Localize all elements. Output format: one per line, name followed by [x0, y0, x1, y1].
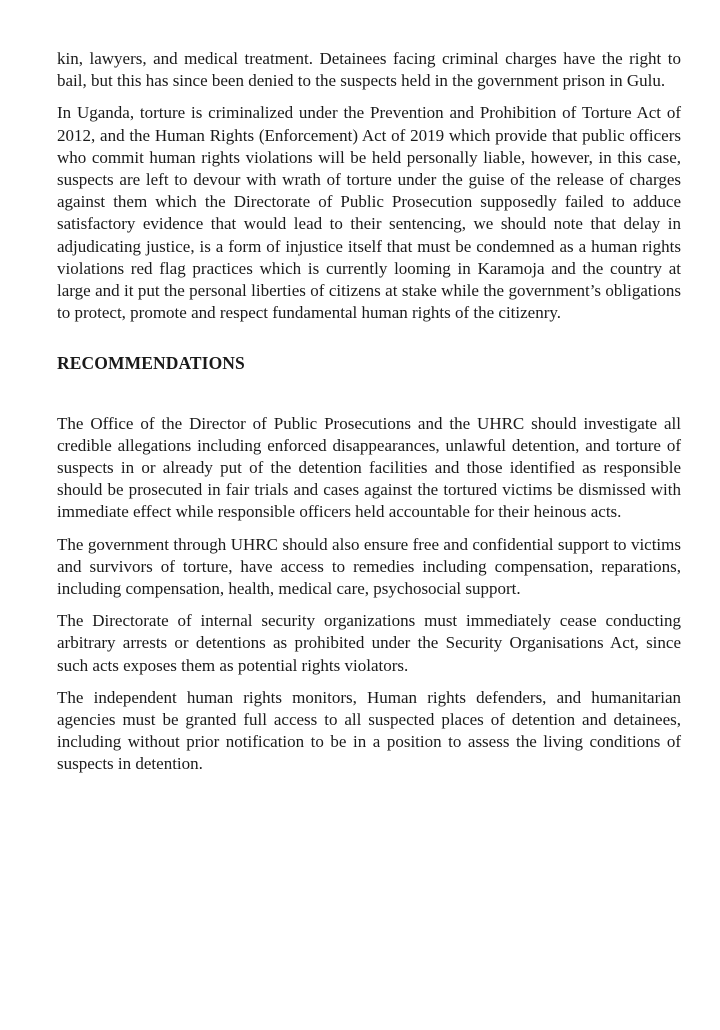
recommendation-paragraph-1: The Office of the Director of Public Prosecutions and the UHRC should investigate all credible allegations including enforced disappearances, unlawful detention, and torture of suspects in or already put of the detention facilities and those identified as responsible should be prosecuted in fair trials and cases against the tortured victims be dismissed with immediate effect while responsible officers held accountable for their heinous acts.: [57, 413, 681, 522]
recommendation-paragraph-2: The government through UHRC should also ensure free and confidential support to victims and survivors of torture, have access to remedies including compensation, reparations, including compensation, health, medical care, psychosocial support.: [57, 534, 681, 599]
intro-paragraph-2: In Uganda, torture is criminalized under the Prevention and Prohibition of Torture Act of 2012, and the Human Rights (Enforcement) Act of 2019 which provide that public officers who commit human rights violations will be held personally liable, however, in this case, suspects are left to devour with wrath of torture under the guise of the release of charges against them which the Directorate of Public Prosecution supposedly failed to adduce satisfactory evidence that would lead to their sentencing, we should note that delay in adjudicating justice, is a form of injustice itself that must be condemned as a human rights violations red flag practices which is currently looming in Karamoja and the country at large and it put the personal liberties of citizens at stake while the government’s obligations to protect, promote and respect fundamental human rights of the citizenry.: [57, 103, 681, 323]
section-heading: RECOMMENDATIONS: [57, 353, 245, 374]
document-page: [57, 48, 681, 786]
recommendation-paragraph-3: The Directorate of internal security organizations must immediately cease conducting arbitrary arrests or detentions as prohibited under the Security Organisations Act, since such acts exposes them as potential rights violators.: [57, 611, 681, 675]
recommendation-paragraph-4: The independent human rights monitors, Human rights defenders, and humanitarian agencies must be granted full access to all suspected places of detention and detainees, including without prior notification to be in a position to assess the living conditions of suspects in detention.: [57, 687, 681, 774]
intro-paragraph-1: kin, lawyers, and medical treatment. Detainees facing criminal charges have the right to bail, but this has since been denied to the suspects held in the government prison in Gulu.: [57, 49, 681, 91]
